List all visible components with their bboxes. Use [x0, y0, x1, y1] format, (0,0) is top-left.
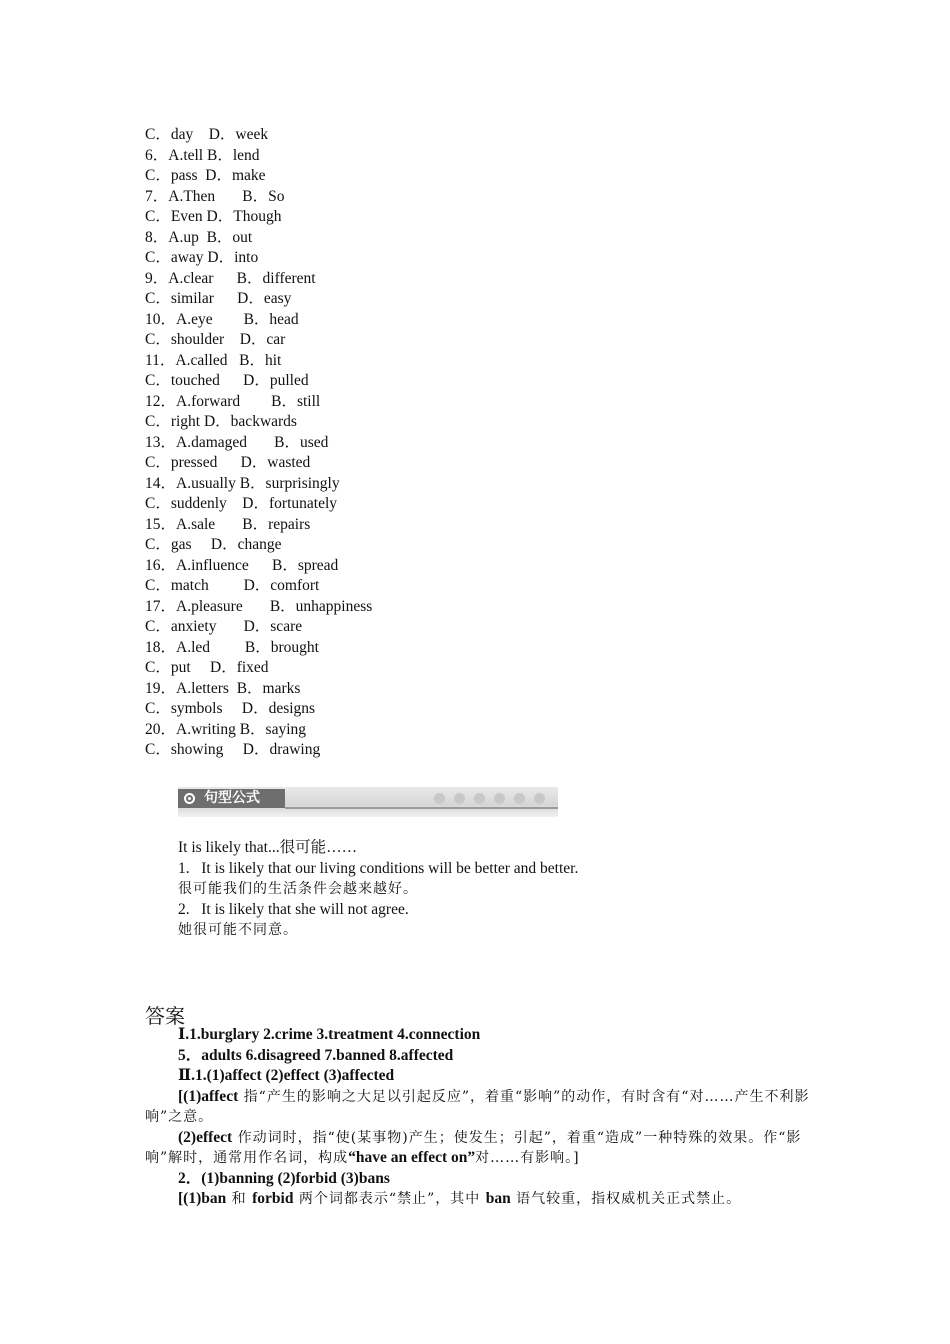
option-line: C．suddenly D．fortunately — [145, 495, 338, 512]
keyword: (2)effect — [178, 1128, 233, 1146]
explanation-text: 指“产生的影响之大足以引起反应”，着重“影响”的动作，有时含有“对……产生不利影响”之意。 — [145, 1088, 810, 1125]
example-zh: 她很可能不同意。 — [178, 922, 298, 938]
answer-section — [145, 1025, 810, 1210]
option-line: 17．A.pleasure B．unhappiness — [145, 597, 373, 615]
option-line: 18．A.led B．brought — [145, 638, 319, 656]
option-line: C．right D．backwards — [145, 413, 297, 430]
option-line: 14．A.usually B．surprisingly — [145, 474, 340, 492]
option-line: C．showing D．drawing — [145, 741, 321, 758]
option-line: C．day D．week — [145, 126, 269, 143]
option-line: 20．A.writing B．saying — [145, 720, 307, 738]
dot-decoration — [514, 793, 525, 804]
option-line: C．anxiety D．scare — [145, 618, 303, 635]
example-en: 1. It is likely that our living conditions will be better and better. — [178, 859, 579, 877]
explanation-text: 两个词都表示“禁止”，其中 — [293, 1191, 486, 1207]
example-en: 2. It is likely that she will not agree. — [178, 900, 409, 918]
keyword: [(1)affect — [178, 1087, 239, 1105]
option-line: C．pressed D．wasted — [145, 454, 311, 471]
option-line: C．symbols D．designs — [145, 700, 316, 717]
option-line: C．similar D．easy — [145, 290, 292, 307]
explanation-text: 对……有影响。] — [475, 1150, 580, 1166]
option-line: C．shoulder D．car — [145, 331, 286, 348]
option-line: C．gas D．change — [145, 536, 282, 553]
option-line: 16．A.influence B．spread — [145, 556, 339, 574]
option-line: C．away D．into — [145, 249, 259, 266]
answer-line: 5．adults 6.disagreed 7.banned 8.affected — [178, 1046, 454, 1064]
section-banner-text: 句型公式 — [204, 790, 260, 806]
section-banner — [178, 787, 558, 817]
section-banner-label — [178, 789, 285, 808]
option-line: 19．A.letters B．marks — [145, 679, 301, 697]
option-line: C．put D．fixed — [145, 659, 269, 676]
option-line: C．touched D．pulled — [145, 372, 309, 389]
explanation-text: 作动词时，指“使(某事物)产生；使发生；引起”，着重“造成”一种特殊的效果。作“影响”解时，通常用作名词，构成 — [145, 1129, 802, 1166]
dot-decoration — [454, 793, 465, 804]
explanation-text: 和 — [226, 1191, 253, 1207]
answer-explanation — [145, 1087, 810, 1128]
option-line: 10．A.eye B．head — [145, 310, 299, 328]
option-line: 15．A.sale B．repairs — [145, 515, 311, 533]
answer-explanation — [145, 1189, 810, 1210]
option-line: 8．A.up B．out — [145, 228, 253, 246]
keyword: ban — [485, 1190, 511, 1207]
sentence-pattern — [178, 838, 578, 941]
dot-decoration — [474, 793, 485, 804]
answer-line: 2．(1)banning (2)forbid (3)bans — [178, 1169, 390, 1187]
answer-options-list — [145, 125, 372, 761]
keyword: “have an effect on” — [348, 1149, 476, 1166]
banner-rule — [285, 807, 558, 809]
answer-title: 答案 — [145, 1004, 185, 1028]
explanation-text: 语气较重，指权威机关正式禁止。 — [510, 1191, 742, 1207]
keyword: [(1)ban — [178, 1190, 227, 1207]
target-icon — [184, 793, 195, 804]
option-line: 7．A.Then B．So — [145, 187, 285, 205]
option-line: C．pass D．make — [145, 167, 266, 184]
pattern-heading: It is likely that...很可能…… — [178, 839, 358, 856]
option-line: 11．A.called B．hit — [145, 351, 282, 369]
option-line: 13．A.damaged B．used — [145, 433, 329, 451]
dot-decoration — [434, 793, 445, 804]
option-line: C．Even D．Though — [145, 208, 282, 225]
answer-explanation — [145, 1128, 810, 1169]
answer-line: Ⅱ.1.(1)affect (2)effect (3)affected — [178, 1067, 395, 1084]
option-line: 12．A.forward B．still — [145, 392, 321, 410]
dot-decoration — [494, 793, 505, 804]
option-line: C．match D．comfort — [145, 577, 320, 594]
example-zh: 很可能我们的生活条件会越来越好。 — [178, 881, 418, 897]
dot-decoration — [534, 793, 545, 804]
answer-line: Ⅰ.1.burglary 2.crime 3.treatment 4.connection — [178, 1026, 481, 1043]
option-line: 6．A.tell B．lend — [145, 146, 260, 164]
option-line: 9．A.clear B．different — [145, 269, 316, 287]
keyword: forbid — [252, 1190, 294, 1207]
